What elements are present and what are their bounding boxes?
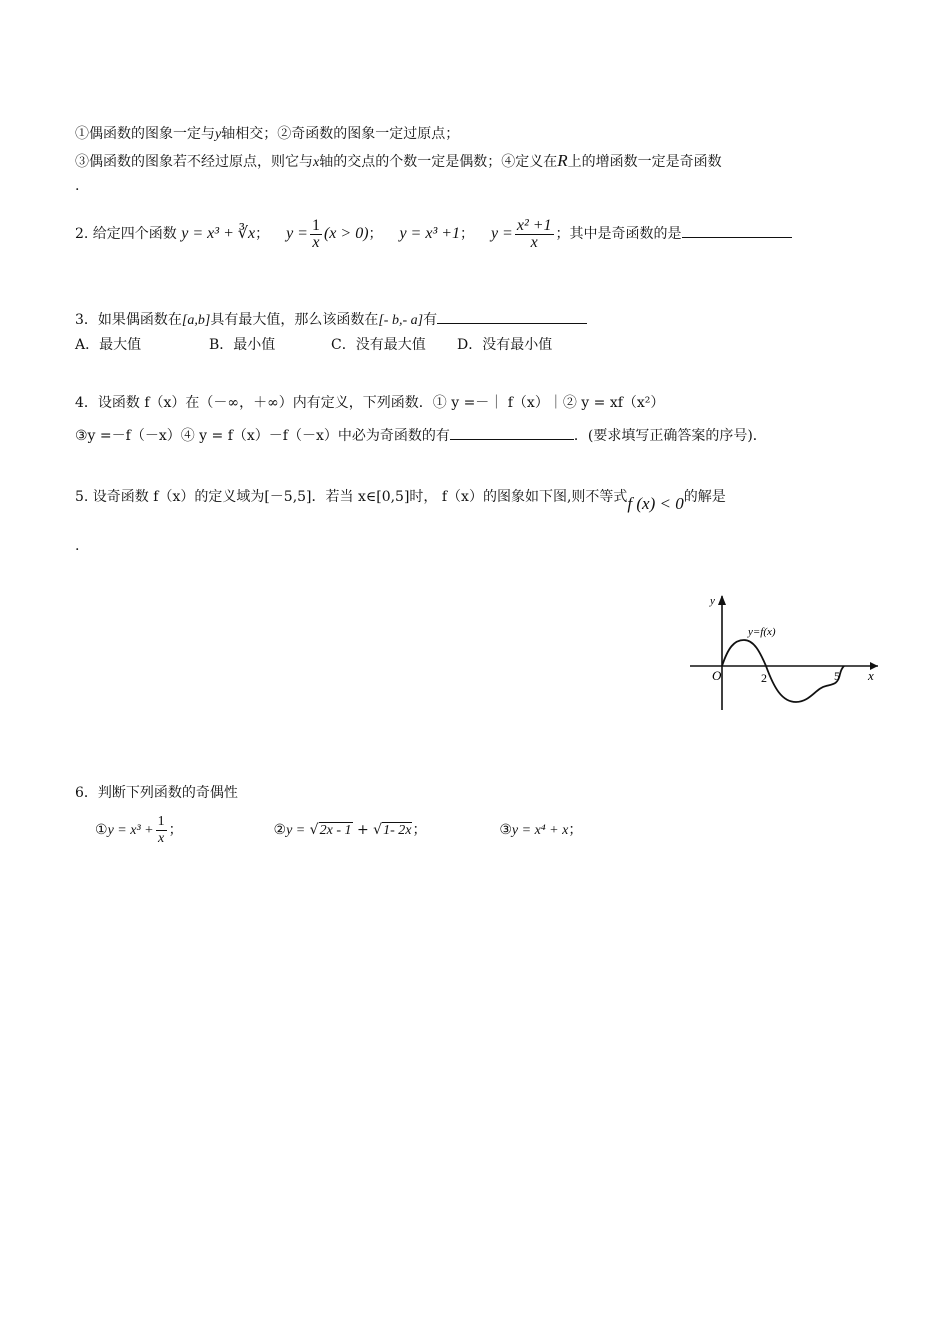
function-graph [688,592,882,714]
q3-options [75,335,562,355]
q4-line1: 4．设函数 f（x）在（－∞，＋∞）内有定义，下列函数．① y =－｜ f（x）｜② y = xf（x²） [75,395,665,411]
q6-items: ①y = x³ + $\frac{1}{x}$ ； ②y = √2x - 1 + √1- 2x； ③y = x⁴ + x； [95,813,583,846]
x-axis-label: x [868,668,874,683]
q1-line1: ①偶函数的图象一定与y轴相交；②奇函数的图象一定过原点； [75,126,460,142]
q6-expr-2: y = [286,823,306,838]
origin-label: O [712,668,722,683]
q1-line2: ③偶函数的图象若不经过原点，则它与x轴的交点的个数一定是偶数；④定义在R上的增函数一定是奇函数 [75,151,722,170]
q5-inequality: f (x) < 0 [627,494,684,513]
q5-line1: 5. 设奇函数 f（x）的定义域为[－5,5]．若当 x∈[0,5]时， f（x）的图象如下图,则不等式f (x) < 0的解是 [75,489,726,513]
q2-line: 2. 给定四个函数 y = x³ + ∛x； y = $\frac{1}{x}$ (x > 0)； y = x³ +1； y = $\frac{\text{x² +1}}{x}$ ；其中是奇函数的是 [75,216,792,252]
q2-answer-blank[interactable] [682,223,792,238]
q3-option-b[interactable]: B．最小值 [209,337,276,353]
q6-expr-1-fraction: $\frac{1}{x}$ [157,813,165,846]
curve-label: y=f(x) [748,626,776,638]
q3-option-d[interactable]: D．没有最小值 [457,337,553,353]
q2-func-3: y = x³ +1 [399,225,461,242]
q4-answer-blank[interactable] [450,425,574,440]
y-axis-arrow [718,595,726,605]
q3-option-c[interactable]: C．没有最大值 [331,337,426,353]
tick-label-5: 5 [834,669,840,683]
y-axis-label: y [710,595,715,607]
q3-line: 3．如果偶函数在[a,b]具有最大值，那么该函数在[- b,- a]有 [75,309,587,331]
q5-line2: . [75,538,80,554]
q2-func-2-fraction: $\frac{1}{x}$ [311,216,320,251]
q1-line3: . [75,178,80,194]
q2-func-1: y = x³ + ∛x [181,225,256,242]
q6-expr-3: y = x⁴ + x [511,823,569,838]
q6-radical-1: 2x - 1 [319,823,352,838]
q4-line2: ③y =－f（－x）④ y = f（x）－f（－x）中必为奇函数的有 ．(要求填写正确答案的序号)． [75,425,767,446]
tick-label-2: 2 [761,671,767,685]
function-curve [722,640,844,702]
q6-expr-1: y = x³ + [107,823,154,838]
q3-answer-blank[interactable] [437,309,587,324]
q6-radical-2: 1- 2x [383,823,412,838]
q2-func-4-fraction: $\frac{\text{x² +1}}{x}$ [516,216,552,251]
q3-option-a[interactable]: A．最大值 [75,337,142,353]
q6-title: 6．判断下列函数的奇偶性 [75,785,238,801]
